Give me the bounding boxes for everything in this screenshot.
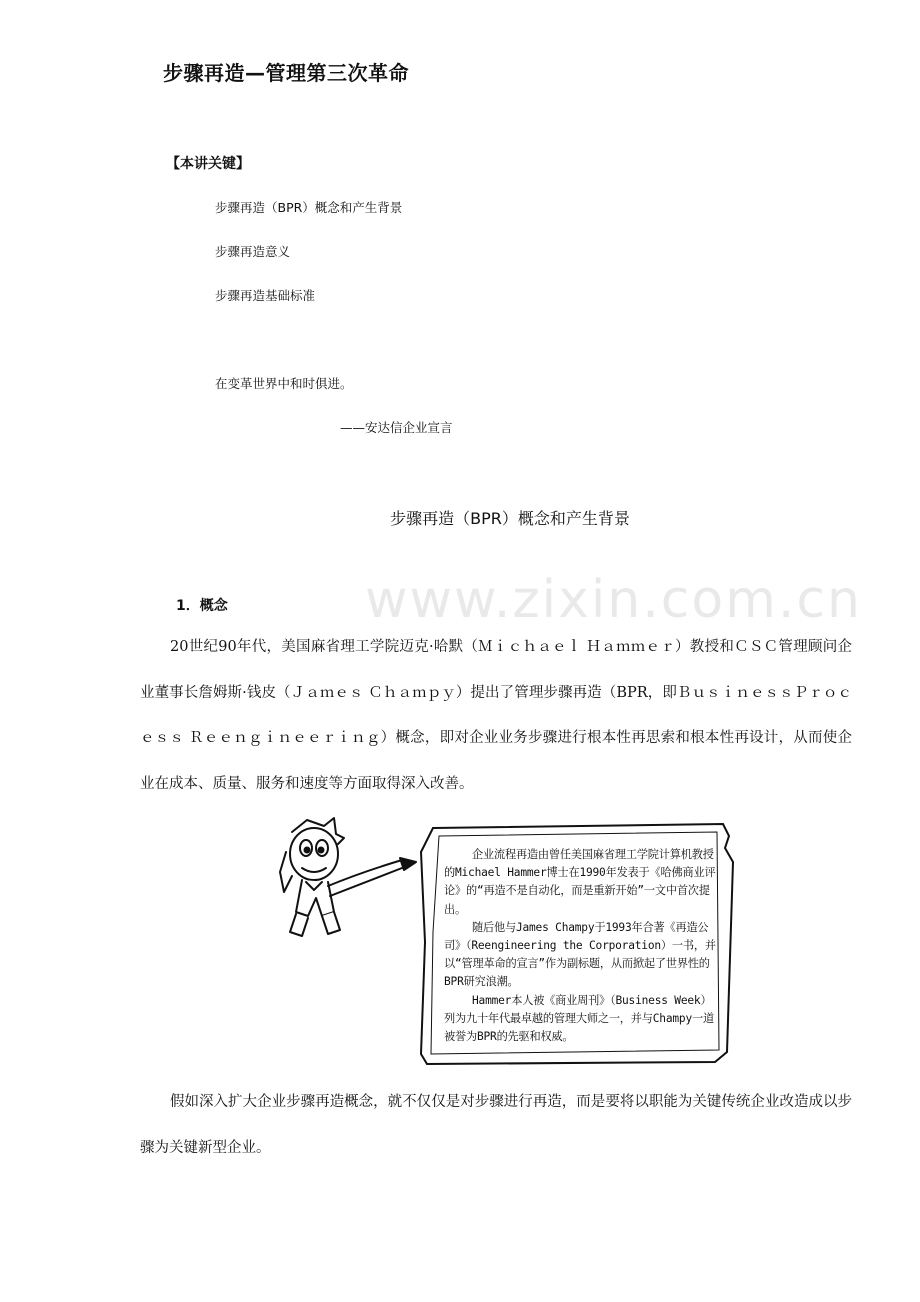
quote-source: ——安达信企业宣言	[340, 420, 453, 435]
subsection-heading: 1．概念	[176, 598, 228, 614]
page-title: 步骤再造—管理第三次革命	[163, 61, 409, 85]
bubble-paragraph: Hammer本人被《商业周刊》（Business Week）列为九十年代最卓越的管理大师之一，并与Champy一道被誉为BPR的先驱和权威。	[444, 993, 714, 1044]
section-title: 步骤再造（BPR）概念和产生背景	[390, 509, 630, 528]
cartoon-pointing-man-icon	[272, 812, 422, 942]
quote-text: 在变革世界中和时俱进。	[215, 376, 353, 391]
bubble-paragraph: 随后他与James Champy于1993年合著《再造公司》（Reengineering the Corporation）一书，并以“管理革命的宣言”作为副标题，从而掀起了世界性的BPR研究浪潮。	[444, 920, 716, 989]
keyword-item: 步骤再造意义	[215, 244, 291, 259]
keyword-item: 步骤再造（BPR）概念和产生背景	[215, 200, 403, 215]
bubble-text	[444, 846, 716, 1046]
keywords-heading: 【本讲关键】	[166, 156, 250, 172]
watermark: www.zixin.com.cn	[365, 570, 862, 630]
paragraph-concept: 20世纪90年代，美国麻省理工学院迈克·哈默（Ｍｉｃｈａｅｌ Ｈａｍｍｅｒ）教授和ＣＳＣ管理顾问企业董事长詹姆斯·钱皮（Ｊａｍｅｓ Ｃｈａｍｐｙ）提出了管理步骤再造（BPR，即ＢｕｓｉｎｅｓｓＰｒｏｃｅｓｓ Ｒｅｅｎｇｉｎｅｅｒｉｎｇ）概念，即对企业业务步骤进行根本性再思索和根本性再设计，从而使企业在成本、质量、服务和速度等方面取得深入改善。	[140, 639, 852, 792]
paragraph-extension: 假如深入扩大企业步骤再造概念，就不仅仅是对步骤进行再造，而是要将以职能为关键传统企业改造成以步骤为关键新型企业。	[140, 1094, 852, 1156]
keyword-item: 步骤再造基础标准	[215, 288, 316, 303]
bubble-paragraph: 企业流程再造由曾任美国麻省理工学院计算机教授的Michael Hammer博士在1990年发表于《哈佛商业评论》的“再造不是自动化，而是重新开始”一文中首次提出。	[444, 848, 716, 916]
